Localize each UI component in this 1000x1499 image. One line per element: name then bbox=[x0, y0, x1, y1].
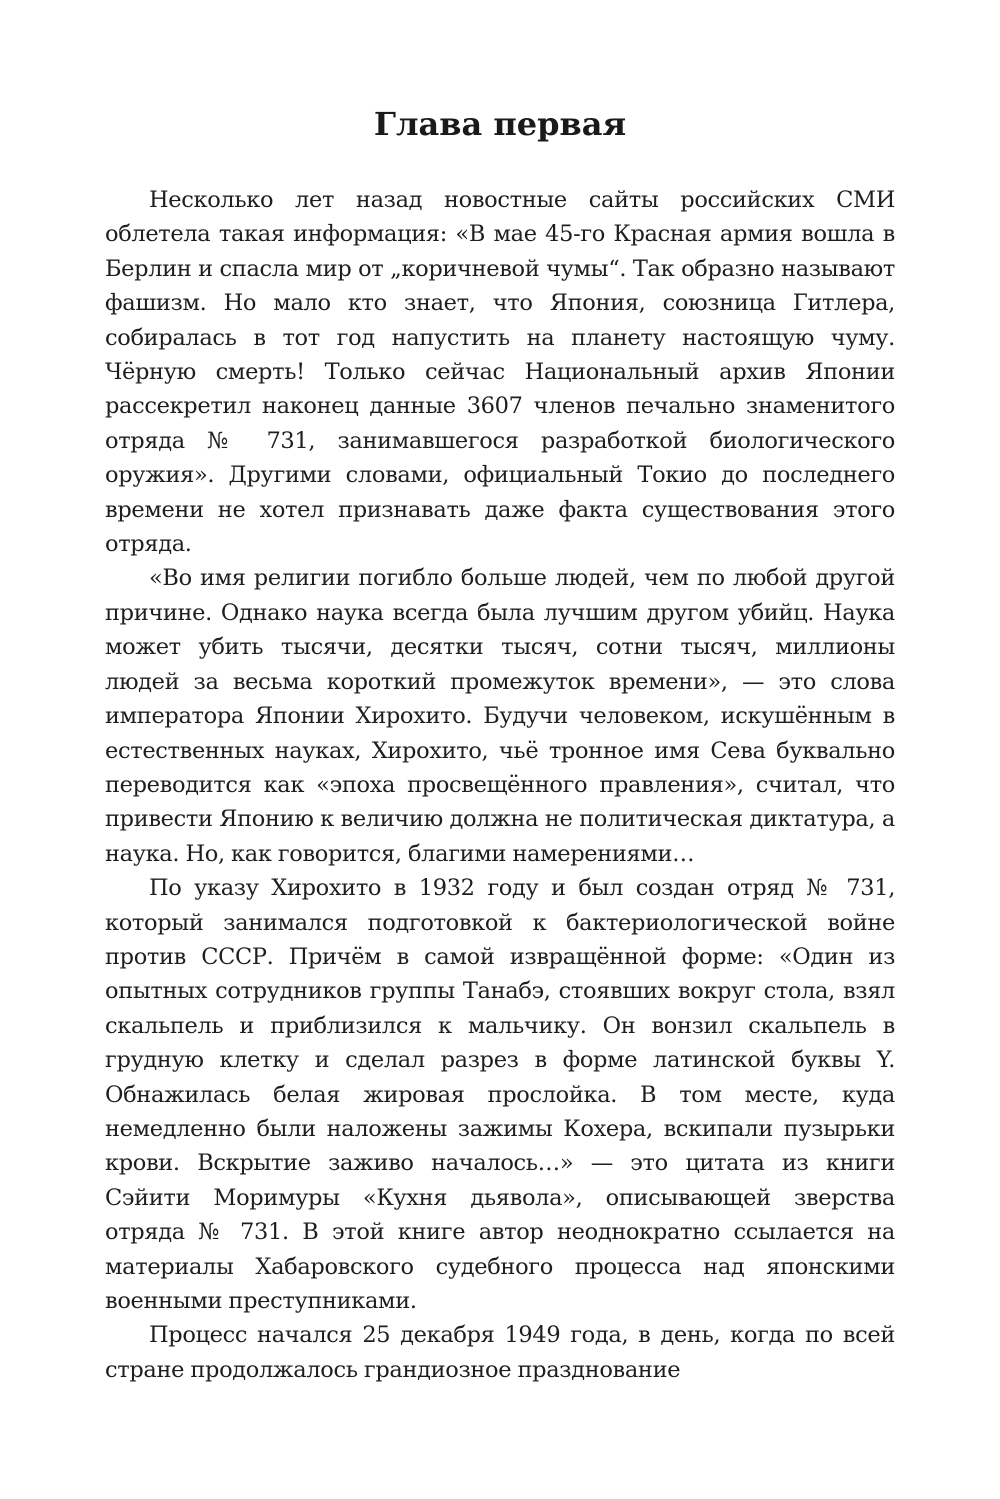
paragraph-3: По указу Хирохито в 1932 году и был создан отряд № 731, который занимался подготовкой к бактериологической войне против СССР. Причём в самой извращённой форме: «Один из опытных сотрудников группы Танабэ, стоявших вокруг стола, взял скальпель и приблизился к мальчику. Он вонзил скальпель в грудную клетку и сделал разрез в форме латинской буквы Y. Обнажилась белая жировая прослойка. В том месте, куда немедленно были наложены зажимы Кохера, вскипали пузырьки крови. Вскрытие заживо началось…» — это цитата из книги Сэйити Моримуры «Кухня дьявола», описывающей зверства отряда № 731. В этой книге автор неоднократно ссылается на материалы Хабаровского судебного процесса над японскими военными преступниками. bbox=[105, 875, 895, 1314]
paragraph-4: Процесс начался 25 декабря 1949 года, в день, когда по всей стране продолжалось грандиозное празднование bbox=[105, 1322, 895, 1383]
body-text bbox=[105, 183, 895, 1387]
paragraph-2: «Во имя религии погибло больше людей, чем по любой другой причине. Однако наука всегда была лучшим другом убийц. Наука может убить тысячи, десятки тысяч, сотни тысяч, миллионы людей за весьма короткий промежуток времени», — это слова императора Японии Хирохито. Будучи человеком, искушённым в естественных науках, Хирохито, чьё тронное имя Сева буквально переводится как «эпоха просвещённого правления», считал, что привести Японию к величию должна не политическая диктатура, а наука. Но, как говорится, благими намерениями… bbox=[105, 565, 895, 867]
paragraph-1: Несколько лет назад новостные сайты российских СМИ облетела такая информация: «В мае 45-го Красная армия вошла в Берлин и спасла мир от „коричневой чумы“. Так образно называют фашизм. Но мало кто знает, что Япония, союзница Гитлера, собиралась в тот год напустить на планету настоящую чуму. Чёрную смерть! Только сейчас Национальный архив Японии рассекретил наконец данные 3607 членов печально знаменитого отряда № 731, занимавшегося разработкой биологического оружия». Другими словами, официальный Токио до последнего времени не хотел признавать даже факта существования этого отряда. bbox=[105, 187, 895, 558]
book-page bbox=[105, 0, 895, 1499]
chapter-title: Глава первая bbox=[373, 105, 627, 143]
